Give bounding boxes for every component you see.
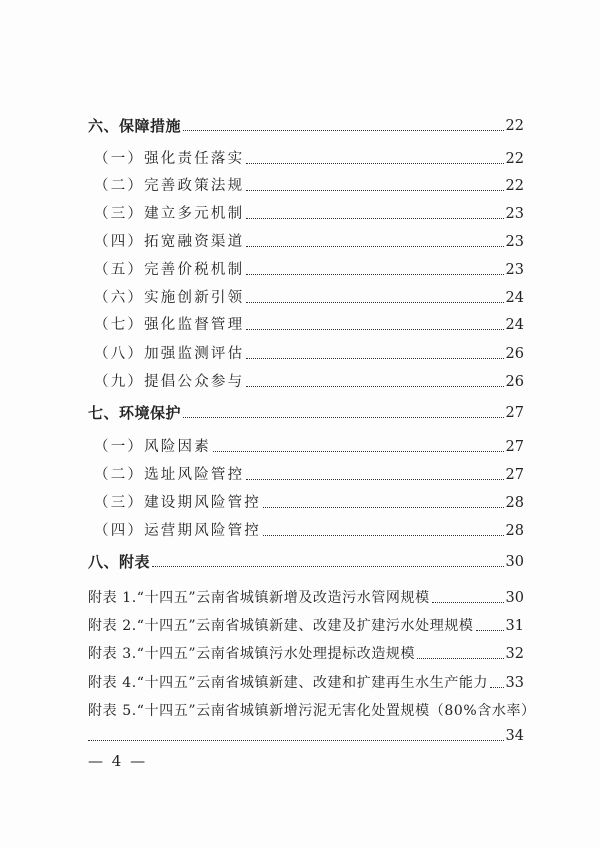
toc-entry-title: （七）强化监督管理: [94, 317, 245, 333]
toc-entry[interactable]: [0, 584, 600, 608]
toc-page-number: 34: [505, 728, 524, 744]
toc-entry-title: 附表 1.“十四五”云南省城镇新增及改造污水管网规模: [88, 590, 430, 606]
toc-entry-title: （一）风险因素: [94, 439, 211, 455]
toc-entry[interactable]: [0, 399, 600, 423]
dot-leader: [476, 630, 504, 631]
dot-leader: [246, 163, 503, 164]
toc-entry[interactable]: [0, 256, 600, 280]
dot-leader: [152, 566, 504, 567]
toc-page-number: 31: [505, 618, 524, 634]
toc-page-number: 27: [505, 467, 524, 483]
toc-entry[interactable]: [0, 311, 600, 335]
dot-leader: [246, 358, 503, 359]
toc-entry-title: 附表 2.“十四五”云南省城镇新建、改建及扩建污水处理规模: [88, 618, 474, 634]
toc-entry[interactable]: [0, 145, 600, 169]
toc-entry-title: （一）强化责任落实: [94, 151, 245, 167]
toc-continuation-line: [88, 726, 524, 746]
toc-entry[interactable]: [0, 640, 600, 664]
dot-leader: [88, 740, 504, 741]
dot-leader: [490, 687, 503, 688]
page-footer-number: — 4 —: [88, 752, 148, 770]
toc-page-number: 24: [505, 290, 524, 306]
toc-entry[interactable]: [0, 461, 600, 485]
toc-entry[interactable]: [0, 112, 600, 136]
toc-entry[interactable]: [0, 489, 600, 513]
dot-leader: [246, 218, 503, 219]
dot-leader: [183, 417, 504, 418]
toc-entry-title: （六）实施创新引领: [94, 290, 245, 306]
toc-page-number: 24: [505, 317, 524, 333]
toc-page-number: 22: [505, 151, 524, 167]
toc-entry-title: （九）提倡公众参与: [94, 374, 245, 390]
dot-leader: [263, 507, 504, 508]
dot-leader: [417, 658, 503, 659]
dot-leader: [246, 329, 503, 330]
toc-entry-title: 附表 3.“十四五”云南省城镇污水处理提标改造规模: [88, 646, 416, 662]
dot-leader: [246, 302, 503, 303]
toc-entry[interactable]: [0, 368, 600, 392]
toc-page-number: 23: [505, 262, 524, 278]
toc-entry-title: （八）加强监测评估: [94, 346, 245, 362]
dot-leader: [183, 130, 504, 131]
toc-page-number: 23: [505, 234, 524, 250]
toc-page-number: 27: [505, 405, 524, 421]
toc-page-number: 32: [505, 646, 524, 662]
toc-entry[interactable]: [0, 517, 600, 541]
dot-leader: [213, 451, 504, 452]
toc-entry[interactable]: [0, 284, 600, 308]
toc-page-number: 26: [505, 374, 524, 390]
toc-entry-title: 七、环境保护: [88, 404, 182, 422]
toc-page-number: 23: [505, 206, 524, 222]
toc-entry-title: （三）建立多元机制: [94, 206, 245, 222]
toc-entry-title: （二）选址风险管控: [94, 467, 245, 483]
toc-entry-title: （二）完善政策法规: [94, 178, 245, 194]
toc-entry[interactable]: [0, 172, 600, 196]
dot-leader: [246, 246, 503, 247]
toc-entry[interactable]: [0, 612, 600, 636]
dot-leader: [246, 274, 503, 275]
toc-entry-title: 六、保障措施: [88, 117, 182, 135]
toc-entry-title: （四）拓宽融资渠道: [94, 234, 245, 250]
toc-entry[interactable]: [0, 433, 600, 457]
dot-leader: [246, 479, 503, 480]
toc-entry[interactable]: [0, 340, 600, 364]
toc-entry-title: （四）运营期风险管控: [94, 523, 261, 539]
toc-entry[interactable]: [0, 548, 600, 572]
toc-page-number: 33: [505, 675, 524, 691]
toc-entry-title: 八、附表: [88, 553, 151, 571]
toc-page-number: 30: [505, 554, 524, 570]
dot-leader: [246, 386, 503, 387]
toc-page-number: 26: [505, 346, 524, 362]
toc-page-number: 30: [505, 590, 524, 606]
dot-leader: [432, 602, 504, 603]
toc-entry-title: 附表 4.“十四五”云南省城镇新建、改建和扩建再生水生产能力: [88, 675, 489, 691]
toc-entry[interactable]: [0, 669, 600, 693]
toc-entry[interactable]: [0, 200, 600, 224]
toc-page-number: 28: [505, 523, 524, 539]
toc-entry-title: 附表 5.“十四五”云南省城镇新增污泥无害化处置规模（80%含水率）: [88, 703, 536, 719]
dot-leader: [246, 190, 503, 191]
toc-entry-title: （三）建设期风险管控: [94, 495, 261, 511]
toc-entry-title: （五）完善价税机制: [94, 262, 245, 278]
toc-page-number: 28: [505, 495, 524, 511]
toc-page-number: 22: [505, 178, 524, 194]
toc-page-number: 27: [505, 439, 524, 455]
toc-page-number: 22: [505, 118, 524, 134]
dot-leader: [263, 535, 504, 536]
toc-entry[interactable]: [0, 228, 600, 252]
toc-entry[interactable]: [0, 697, 600, 721]
